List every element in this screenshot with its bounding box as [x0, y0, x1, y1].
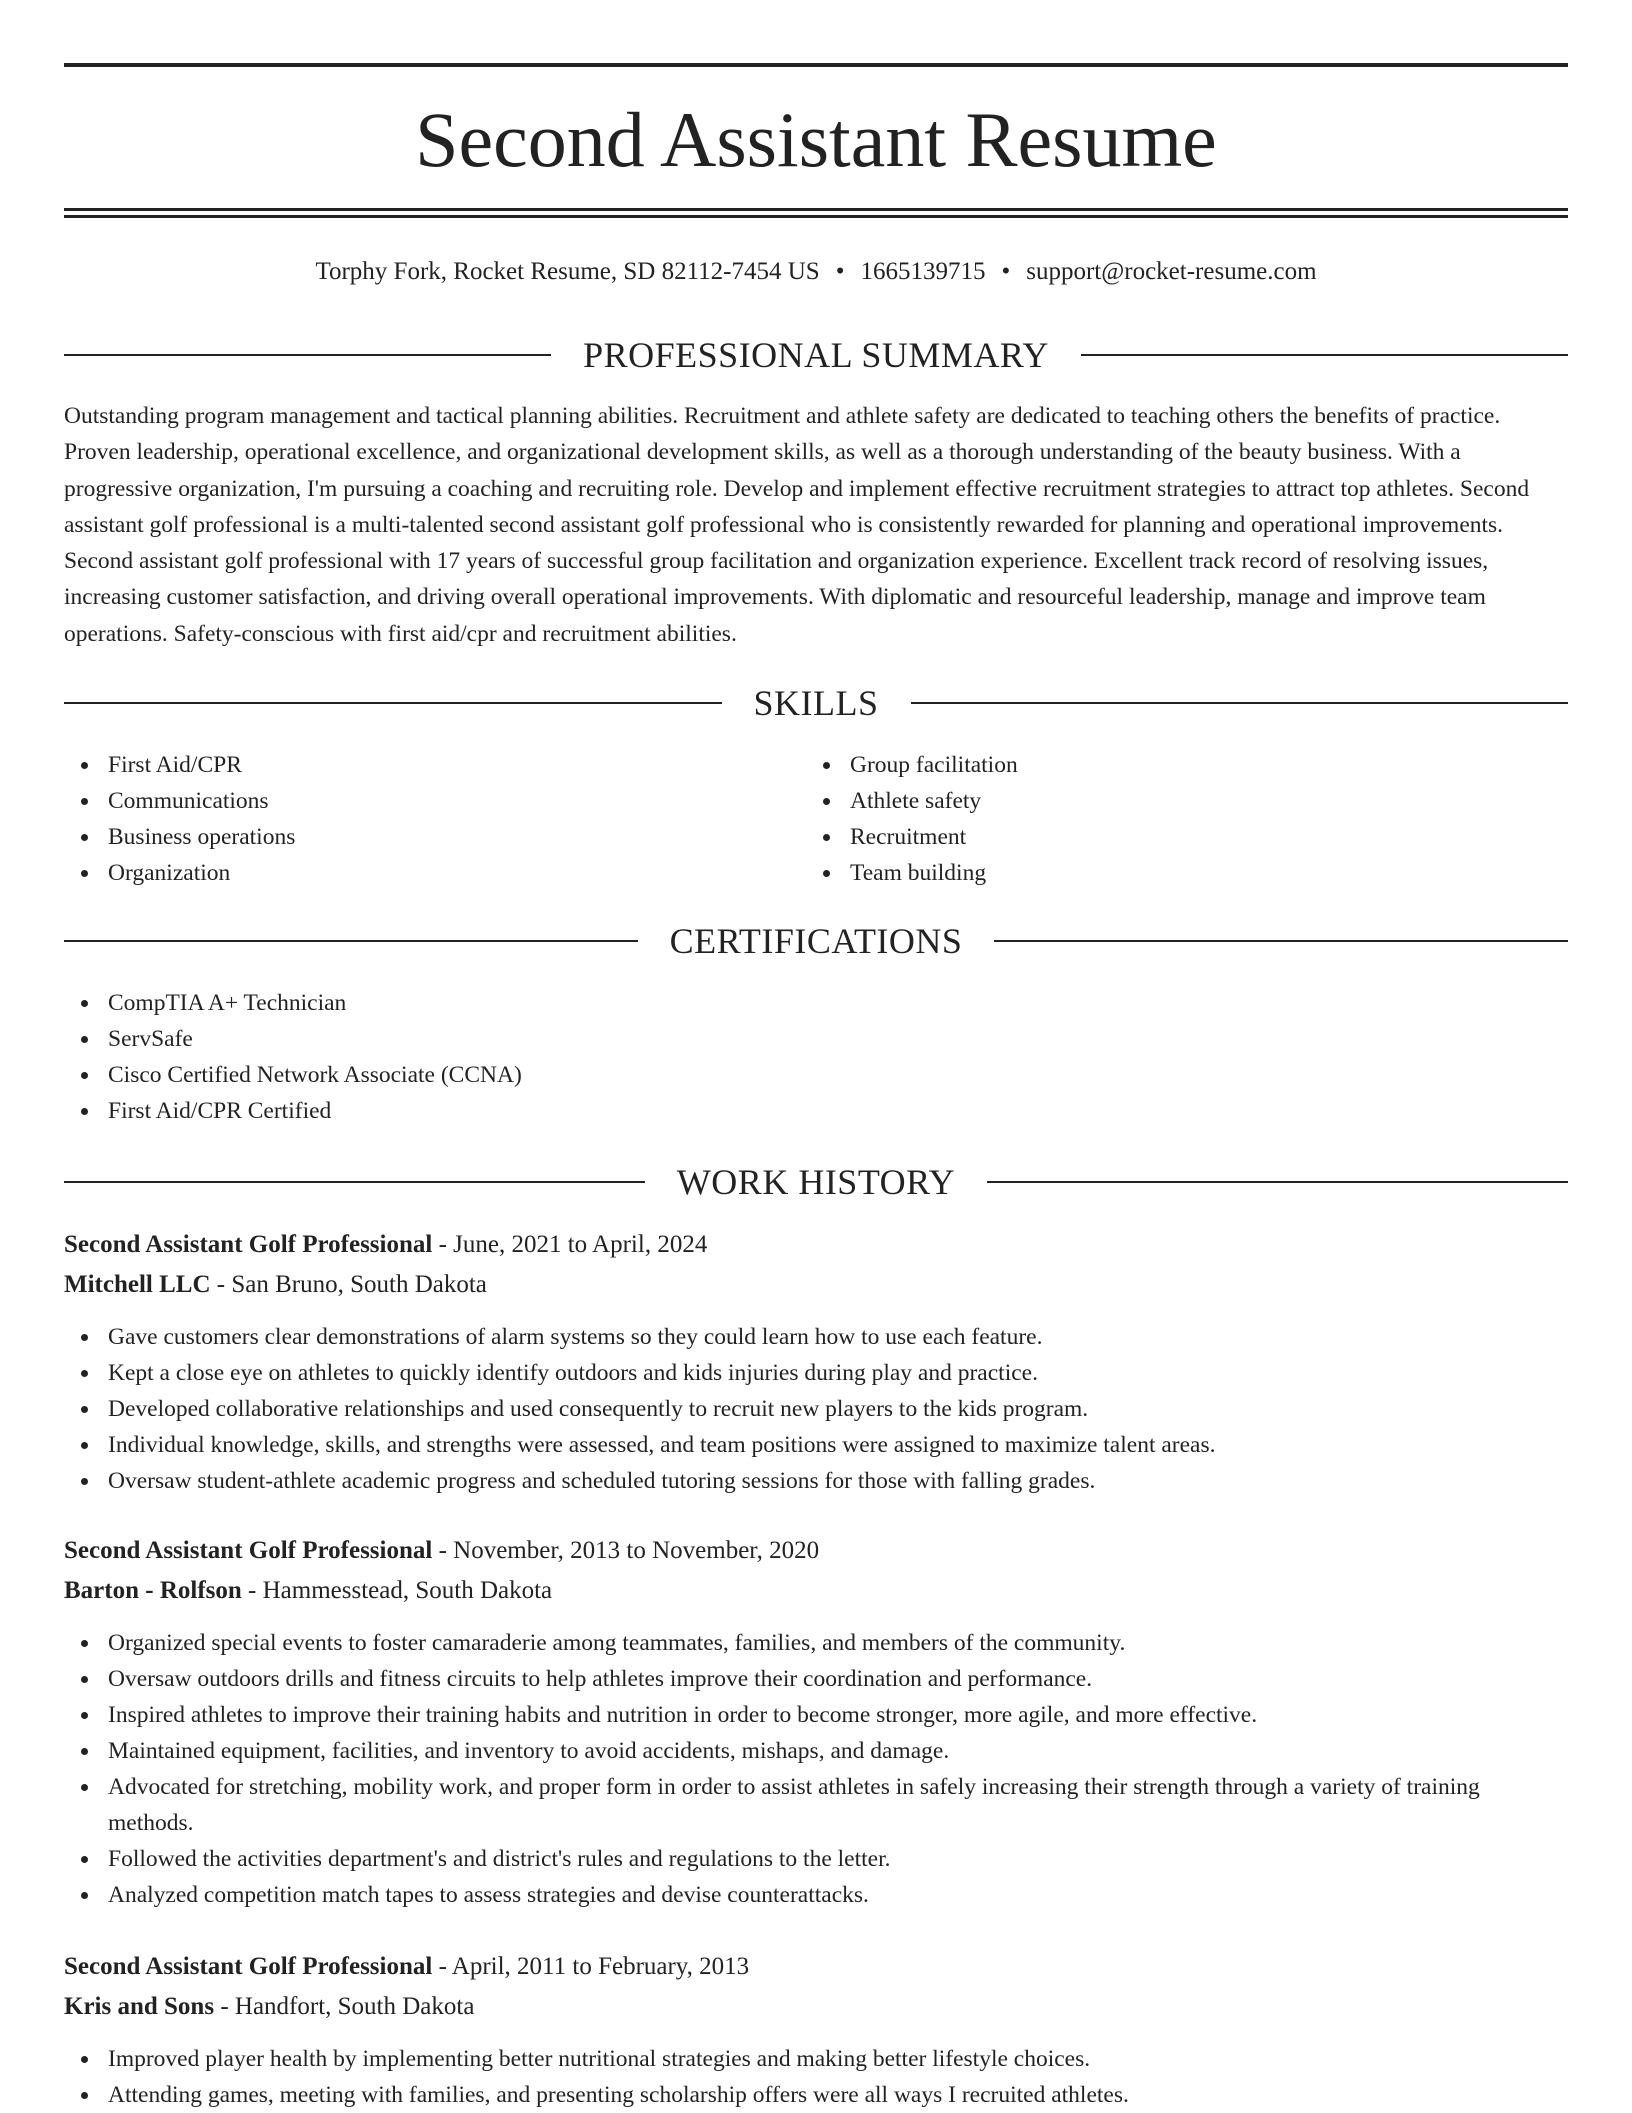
summary-heading-label: PROFESSIONAL SUMMARY	[583, 335, 1049, 375]
skill-item: First Aid/CPR	[64, 747, 764, 783]
job-bullet: Advocated for stretching, mobility work, and proper form in order to assist athletes in safely increasing their strength through a variety of training methods.	[64, 1769, 1568, 1841]
job-bullet: Improved player health by implementing better nutritional strategies and making better lifestyle choices.	[64, 2041, 1568, 2077]
contact-phone: 1665139715	[860, 258, 986, 285]
job-title-line	[64, 1225, 1568, 1265]
skills-heading	[64, 679, 1568, 727]
job-location: - Hammesstead, South Dakota	[241, 1577, 553, 1604]
job-title: Second Assistant Golf Professional	[64, 1231, 433, 1258]
job-company-line	[64, 1265, 1568, 1305]
job-bullet: Attending games, meeting with families, and presenting scholarship offers were all ways I recruited athletes.	[64, 2077, 1568, 2113]
job-entry	[64, 1947, 1568, 2113]
top-rule	[64, 63, 1568, 67]
job-bullet: Individual knowledge, skills, and strengths were assessed, and team positions were assigned to maximize talent areas.	[64, 1427, 1568, 1463]
job-bullet: Oversaw student-athlete academic progress and scheduled tutoring sessions for those with falling grades.	[64, 1463, 1568, 1499]
certification-item: ServSafe	[64, 1021, 1568, 1057]
title-double-rule	[64, 208, 1568, 218]
job-bullet: Organized special events to foster camaraderie among teammates, families, and members of the community.	[64, 1625, 1568, 1661]
heading-rule-right	[987, 1181, 1568, 1183]
skill-item: Communications	[64, 783, 764, 819]
heading-rule-right	[911, 702, 1569, 704]
skill-item: Athlete safety	[806, 783, 1506, 819]
skills-heading-label: SKILLS	[753, 683, 879, 723]
skill-item: Business operations	[64, 819, 764, 855]
job-company: Barton - Rolfson	[64, 1577, 242, 1604]
skills-list-left	[64, 747, 764, 891]
heading-rule-left	[64, 940, 638, 942]
job-title: Second Assistant Golf Professional	[64, 1953, 433, 1980]
job-dates: - November, 2013 to November, 2020	[432, 1537, 820, 1564]
contact-separator: •	[835, 258, 845, 285]
certifications-list	[64, 985, 1568, 1129]
job-entry	[64, 1225, 1568, 1499]
job-bullet: Inspired athletes to improve their training habits and nutrition in order to become stronger, more agile, and more effective.	[64, 1697, 1568, 1733]
heading-rule-right	[1081, 354, 1568, 356]
skill-item: Team building	[806, 855, 1506, 891]
certification-item: First Aid/CPR Certified	[64, 1093, 1568, 1129]
skill-item: Group facilitation	[806, 747, 1506, 783]
skill-item: Organization	[64, 855, 764, 891]
certification-item: Cisco Certified Network Associate (CCNA)	[64, 1057, 1568, 1093]
job-bullet: Developed collaborative relationships and used consequently to recruit new players to the kids program.	[64, 1391, 1568, 1427]
job-title: Second Assistant Golf Professional	[64, 1537, 433, 1564]
job-bullet: Kept a close eye on athletes to quickly identify outdoors and kids injuries during play and practice.	[64, 1355, 1568, 1391]
job-bullets	[64, 1319, 1568, 1499]
job-location: - San Bruno, South Dakota	[210, 1271, 487, 1298]
work-history-heading-label: WORK HISTORY	[676, 1162, 956, 1202]
job-title-line	[64, 1947, 1568, 1987]
heading-rule-left	[64, 1181, 645, 1183]
job-bullets	[64, 2041, 1568, 2113]
summary-text: Outstanding program management and tactical planning abilities. Recruitment and athlete safety are dedicated to teaching others the benefits of practice. Proven leadership, operational excellence, and organizational development skills, as well as a thorough understanding of the beauty business. With a progressive organization, I'm pursuing a coaching and recruiting role. Develop and implement effective recruitment strategies to attract top athletes. Second assistant golf professional is a multi-talented second assistant golf professional who is consistently rewarded for planning and operational improvements. Second assistant golf professional with 17 years of successful group facilitation and organization experience. Excellent track record of resolving issues, increasing customer satisfaction, and driving overall operational improvements. With diplomatic and resourceful leadership, manage and improve team operations. Safety-conscious with first aid/cpr and recruitment abilities.	[64, 403, 1530, 647]
job-dates: - April, 2011 to February, 2013	[432, 1953, 750, 1980]
resume-title: Second Assistant Resume	[415, 96, 1217, 183]
contact-line	[64, 252, 1568, 292]
skill-item: Recruitment	[806, 819, 1506, 855]
contact-address: Torphy Fork, Rocket Resume, SD 82112-7454 US	[315, 258, 820, 285]
certification-item: CompTIA A+ Technician	[64, 985, 1568, 1021]
contact-separator: •	[1001, 258, 1011, 285]
job-bullets	[64, 1625, 1568, 1913]
heading-rule-left	[64, 354, 551, 356]
job-entry	[64, 1531, 1568, 1913]
job-bullet: Analyzed competition match tapes to assess strategies and devise counterattacks.	[64, 1877, 1568, 1913]
job-location: - Handfort, South Dakota	[214, 1993, 475, 2020]
job-company-line	[64, 1987, 1568, 2027]
job-bullet: Gave customers clear demonstrations of alarm systems so they could learn how to use each feature.	[64, 1319, 1568, 1355]
certifications-heading	[64, 917, 1568, 965]
heading-rule-right	[994, 940, 1568, 942]
job-company-line	[64, 1571, 1568, 1611]
contact-email: support@rocket-resume.com	[1026, 258, 1317, 285]
job-company: Mitchell LLC	[64, 1271, 211, 1298]
heading-rule-left	[64, 702, 722, 704]
job-dates: - June, 2021 to April, 2024	[432, 1231, 708, 1258]
job-bullet: Oversaw outdoors drills and fitness circuits to help athletes improve their coordination and performance.	[64, 1661, 1568, 1697]
job-bullet: Followed the activities department's and district's rules and regulations to the letter.	[64, 1841, 1568, 1877]
certifications-heading-label: CERTIFICATIONS	[669, 921, 963, 961]
work-history-heading	[64, 1158, 1568, 1206]
job-bullet: Maintained equipment, facilities, and inventory to avoid accidents, mishaps, and damage.	[64, 1733, 1568, 1769]
job-company: Kris and Sons	[64, 1993, 215, 2020]
skills-list-right	[806, 747, 1506, 891]
job-title-line	[64, 1531, 1568, 1571]
summary-heading	[64, 331, 1568, 379]
